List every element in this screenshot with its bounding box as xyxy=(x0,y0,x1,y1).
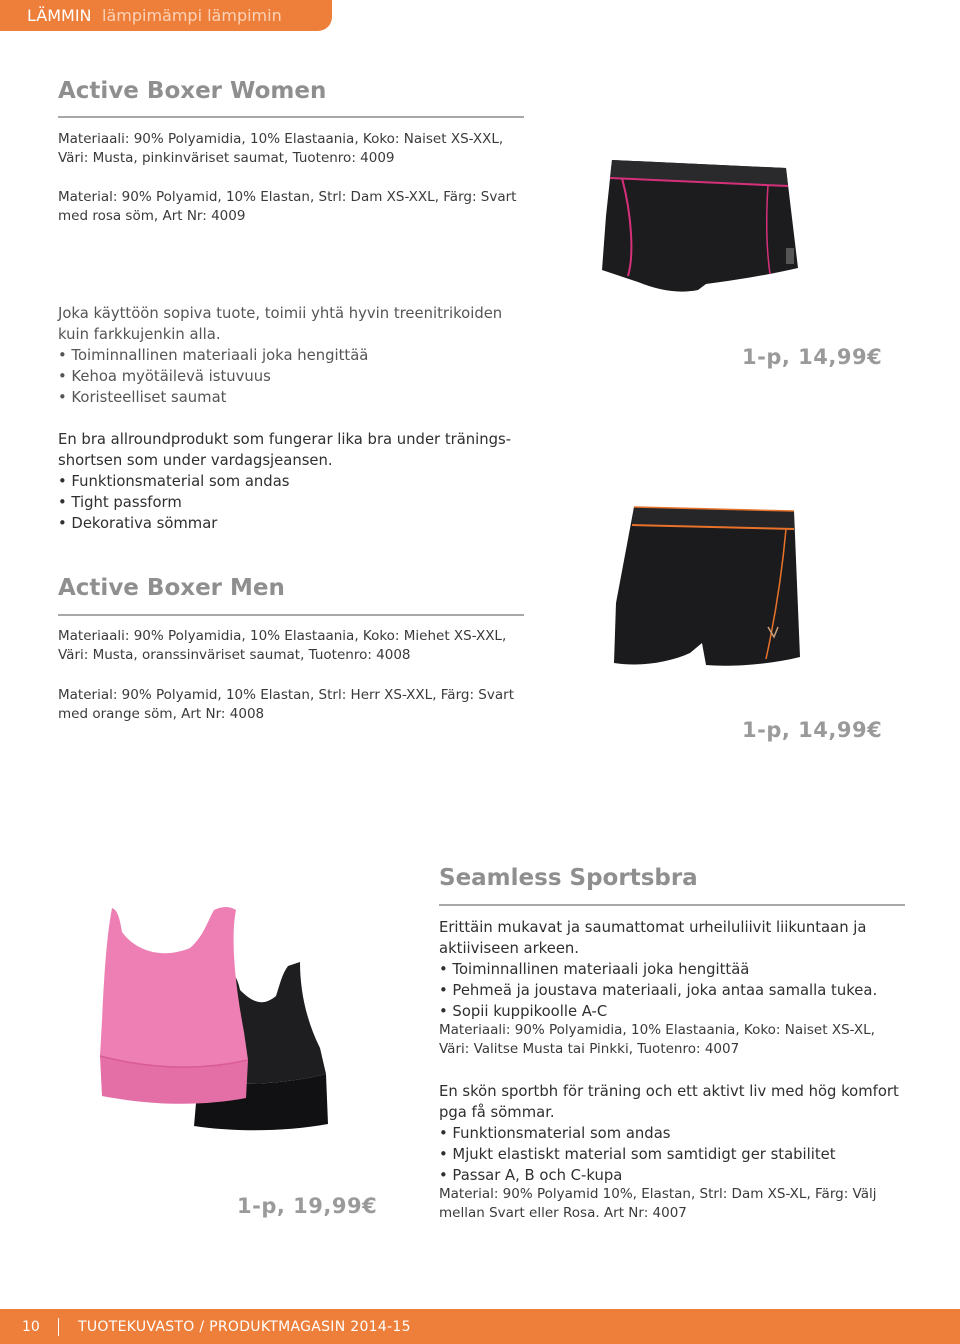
sportsbra-image xyxy=(94,900,384,1132)
product-spec-fi: Materiaali: 90% Polyamidia, 10% Elastaania, Koko: Naiset XS-XL, Väri: Valitse Musta tai Pinkki, Tuotenro: 4007 xyxy=(439,1022,875,1057)
product-spec-sv: Material: 90% Polyamid 10%, Elastan, Strl: Dam XS-XL, Färg: Välj mellan Svart eller Rosa. Art Nr: 4007 xyxy=(439,1186,877,1221)
footer-divider xyxy=(58,1318,59,1336)
product-price: 1-p, 14,99€ xyxy=(742,345,883,369)
title-divider xyxy=(58,116,524,118)
footer-title: TUOTEKUVASTO / PRODUKTMAGASIN 2014-15 xyxy=(78,1319,411,1335)
men-boxer-image xyxy=(608,503,804,675)
product-price: 1-p, 14,99€ xyxy=(742,718,883,742)
section-tab xyxy=(0,0,332,31)
product-spec-fi: Materiaali: 90% Polyamidia, 10% Elastaania, Koko: Miehet XS-XXL, Väri: Musta, oranssinväriset saumat, Tuotenro: 4008 xyxy=(58,628,507,663)
product-title: Active Boxer Men xyxy=(58,575,285,601)
title-divider xyxy=(58,614,524,616)
title-divider xyxy=(439,904,905,906)
product-description-fi: Joka käyttöön sopiva tuote, toimii yhtä hyvin treenitrikoiden kuin farkkujenkin alla. • Toiminnallinen materiaali joka hengittää • Kehoa myötäilevä istuvuus • Koristeelliset saumat xyxy=(58,305,503,406)
product-spec-sv: Material: 90% Polyamid, 10% Elastan, Strl: Herr XS-XXL, Färg: Svart med orange söm, Art Nr: 4008 xyxy=(58,687,514,722)
section-tab-main: LÄMMIN xyxy=(27,6,92,25)
product-title: Active Boxer Women xyxy=(58,78,327,104)
women-boxer-image xyxy=(598,156,804,296)
section-tab-sub: lämpimämpi lämpimin xyxy=(102,6,282,25)
product-description-fi: Erittäin mukavat ja saumattomat urheiluliivit liikuntaan ja aktiiviseen arkeen. • Toiminnallinen materiaali joka hengittää • Pehmeä ja joustava materiaali, joka antaa samalla tukea. • Sopii kuppikoolle A-C xyxy=(439,919,878,1020)
product-title: Seamless Sportsbra xyxy=(439,865,698,891)
page-number: 10 xyxy=(22,1319,40,1335)
product-description-sv: En bra allroundprodukt som fungerar lika bra under tränings- shortsen som under vardagsjeansen. • Funktionsmaterial som andas • Tight passform • Dekorativa sömmar xyxy=(58,431,512,532)
product-price: 1-p, 19,99€ xyxy=(237,1194,378,1218)
product-description-sv: En skön sportbh för träning och ett aktivt liv med hög komfort pga få sömmar. • Funktionsmaterial som andas • Mjukt elastiskt material som samtidigt ger stabilitet • Passar A, B och C-kupa xyxy=(439,1083,899,1184)
product-spec-sv: Material: 90% Polyamid, 10% Elastan, Strl: Dam XS-XXL, Färg: Svart med rosa söm, Art Nr: 4009 xyxy=(58,189,517,224)
product-spec-fi: Materiaali: 90% Polyamidia, 10% Elastaania, Koko: Naiset XS-XXL, Väri: Musta, pinkinväriset saumat, Tuotenro: 4009 xyxy=(58,131,504,166)
